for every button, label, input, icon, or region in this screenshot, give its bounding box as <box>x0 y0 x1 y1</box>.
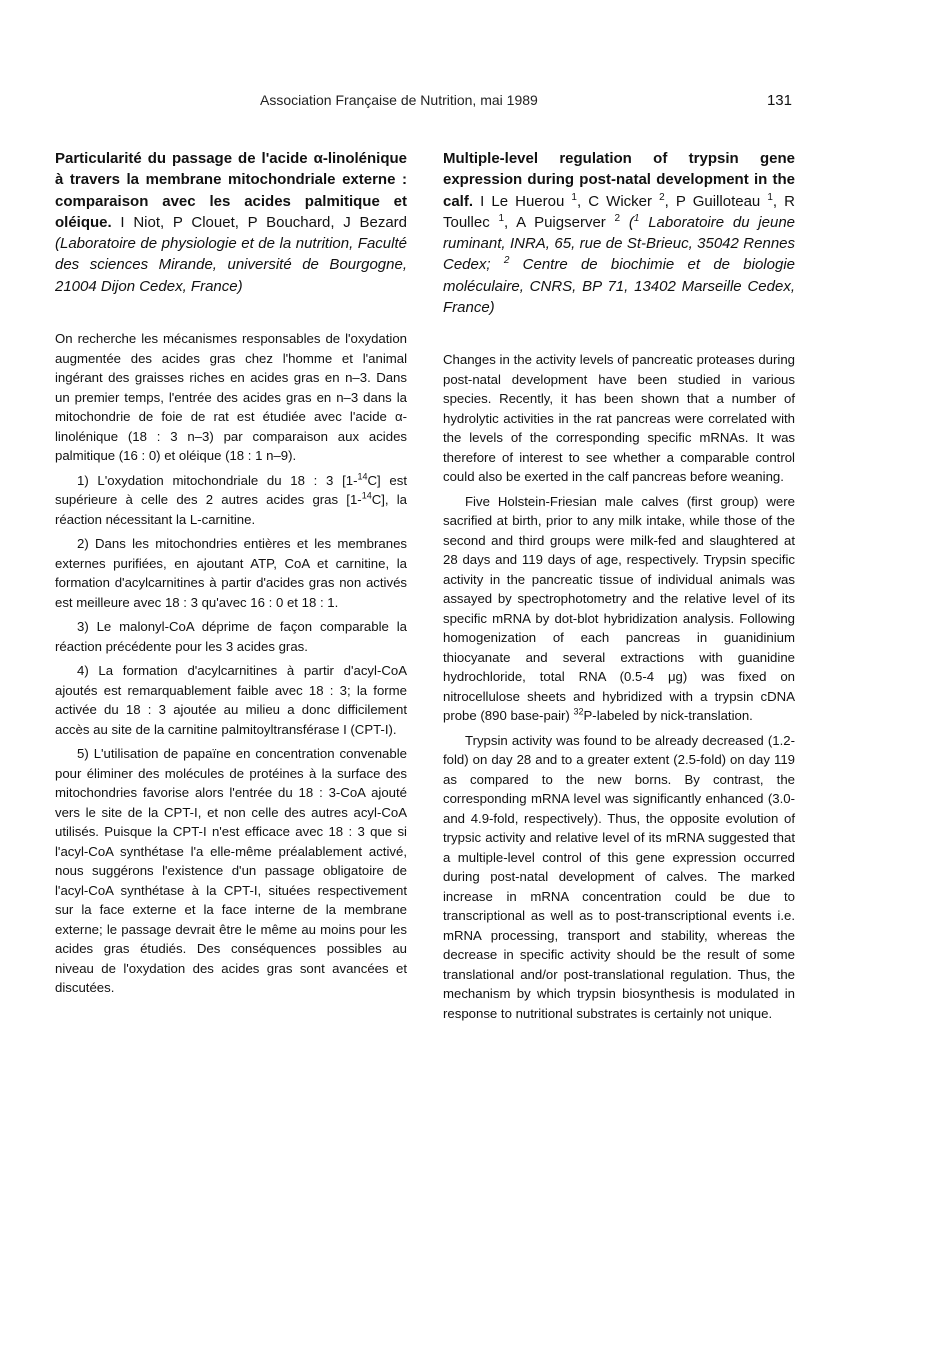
right-affil-2: Centre de biochimie et de biologie moléculaire, CNRS, BP 71, 13402 Marseille Cedex, France) <box>443 256 795 317</box>
left-p1-text-c: C], la réaction nécessitant la L-carnitine. <box>55 492 408 527</box>
right-author-3: , P Guilloteau <box>664 192 768 210</box>
right-affil-sup-2: 2 <box>503 255 510 267</box>
right-column <box>443 148 795 1028</box>
page-number: 131 <box>766 92 792 109</box>
right-paragraph-3: Trypsin activity was found to be already decreased (1.2-fold) on day 28 and to a greater extent (2.5-fold) on day 119 as compared to the new borns. By contrast, the corresponding mRNA level was significantly enhanced (3.0- and 4.9-fold, respectively). Thus, the opposite evolution of trypsic activity and relative level of its mRNA suggested that a multiple-level control of this gene expression occurred during post-natal development of calves. The marked increase in mRNA concentration could be due to transcriptional as well as to post-transcriptional events i.e. mRNA processing, transport and stability, whereas the decrease in specific activity should be the result of some translational and/or post-translational regulation. Thus, the mechanism by which trypsin biosynthesis is modulated in response to nutritional substrates is certainly not unique. <box>443 732 795 1021</box>
right-author-1-sup: 1 <box>571 191 577 203</box>
right-author-1: I Le Huerou <box>473 192 572 210</box>
right-p2-superscript: 32 <box>573 706 584 717</box>
right-affil-1: Laboratoire du jeune ruminant, INRA, 65, rue de St-Brieuc, 35042 Rennes Cedex; <box>443 213 796 274</box>
right-author-4-sup: 1 <box>498 212 505 224</box>
left-abstract-affiliation: (Laboratoire de physiologie et de la nutrition, Faculté des sciences Mirande, université de Bourgogne, 21004 Dijon Cedex, France) <box>55 235 407 295</box>
running-head <box>60 92 792 112</box>
right-author-3-sup: 1 <box>767 191 773 203</box>
left-p1-superscript-2: 14 <box>361 490 372 501</box>
left-paragraph-2: 2) Dans les mitochondries entières et les membranes externes purifiées, en ajoutant ATP, CoA et carnitine, la formation d'acylcarnitines à partir d'acides gras non activés est meilleure avec 18 : 3 qu'avec 16 : 0 et 18 : 1. <box>55 536 407 610</box>
left-abstract-body <box>55 329 407 998</box>
right-author-4: , R Toullec <box>443 192 796 231</box>
right-author-5: , A Puigserver <box>504 213 615 231</box>
right-abstract-title: Multiple-level regulation of trypsin gene expression during post-natal development in the calf. <box>443 150 795 210</box>
left-abstract-heading <box>55 148 407 297</box>
right-author-5-sup: 2 <box>614 212 621 224</box>
left-paragraph-3: 3) Le malonyl-CoA déprime de façon comparable la réaction précédente pour les 3 acides gras. <box>55 619 407 654</box>
right-paragraph-2 <box>443 492 795 726</box>
left-abstract-authors: I Niot, P Clouet, P Bouchard, J Bezard <box>111 213 407 231</box>
left-column <box>55 148 407 1003</box>
right-author-2-sup: 2 <box>659 191 665 203</box>
left-p1-superscript: 14 <box>357 471 368 482</box>
left-intro-paragraph: On recherche les mécanismes responsables de l'oxydation augmentée des acides gras chez l'homme et l'animal ingérant des graisses riches en acides gras en n–3. Dans un premier temps, l'entrée des acides gras en n–3 dans la mitochondrie de foie de rat est étudiée avec l'acide α-linolénique (18 : 3 n–3) par comparaison aux acides palmitique (16 : 0) et oléique (18 : 1 n–9). <box>55 331 407 464</box>
right-affil-sup-1: 1 <box>633 212 640 224</box>
right-abstract-heading <box>443 148 795 318</box>
right-paragraph-1: Changes in the activity levels of pancreatic proteases during post-natal development have been studied in various species. Recently, it has been shown that a number of hydrolytic activities in the rat pancreas were correlated with the levels of the corresponding specific mRNAs. It was therefore of interest to see whether a comparable control could also be exerted in the calf pancreas before weaning. <box>443 352 795 485</box>
journal-header: Association Française de Nutrition, mai 1989 <box>260 92 538 108</box>
left-abstract-title: Particularité du passage de l'acide α-linolénique à travers la membrane mitochondriale externe : comparaison avec les acides palmitique et oléique. <box>55 150 407 231</box>
right-affil-open: ( <box>620 213 634 231</box>
right-p2-text-a: Five Holstein-Friesian male calves (first group) were sacrified at birth, prior to any milk intake, while those of the second and third groups were milk-fed and slaughtered at 28 days and 119 days of age, respectively. Trypsin specific activity in the pancreatic tissue of individual animals was assayed by spectrophotometry and the relative level of its specific mRNA by dot-blot hybridization analysis. Following homogenization of each pancreas in guanidinium thiocyanate and several extractions with guanidine hydrochloride, total RNA (0.5-4 μg) was fixed on nitrocellulose sheets and hybridized with a trypsin cDNA probe (890 base-pair) <box>443 493 795 724</box>
right-abstract-body <box>443 350 795 1023</box>
left-paragraph-4: 4) La formation d'acylcarnitines à partir d'acyl-CoA ajoutés est remarquablement faible avec 18 : 3; la forme activée du 18 : 3 ajoutée au milieu a donc difficilement accès au site de la carnitine palmitoyltransférase I (CPT-I). <box>55 663 407 737</box>
right-p2-text-b: P-labeled by nick-translation. <box>583 708 753 724</box>
left-paragraph-5: 5) L'utilisation de papaïne en concentration convenable pour éliminer des molécules de protéines à la surface des mitochondries favorise alors l'entrée du 18 : 3-CoA ajouté vers le site de la CPT-I, et non celle des autres acyl-CoA utilisés. Puisque la CPT-I n'est efficace avec 18 : 3 que si l'acyl-CoA synthétase l'a elle-même préalablement activé, nous suggérons l'existence d'un passage obligatoire de l'acyl-CoA synthétase à la CPT-I, situées respectivement sur la face externe et la face interne de la membrane externe; le passage devrait être le même au moins pour les acides gras étudiés. Des conséquences possibles au niveau de l'oxydation des acides gras sont avancées et discutées. <box>55 746 407 996</box>
left-p1-text-b: C] est supérieure à celle des 2 autres acides gras [1- <box>55 472 407 508</box>
left-p1-text-a: 1) L'oxydation mitochondriale du 18 : 3 [1- <box>77 472 358 488</box>
left-paragraph-1 <box>55 471 407 530</box>
right-author-2: , C Wicker <box>576 192 660 210</box>
